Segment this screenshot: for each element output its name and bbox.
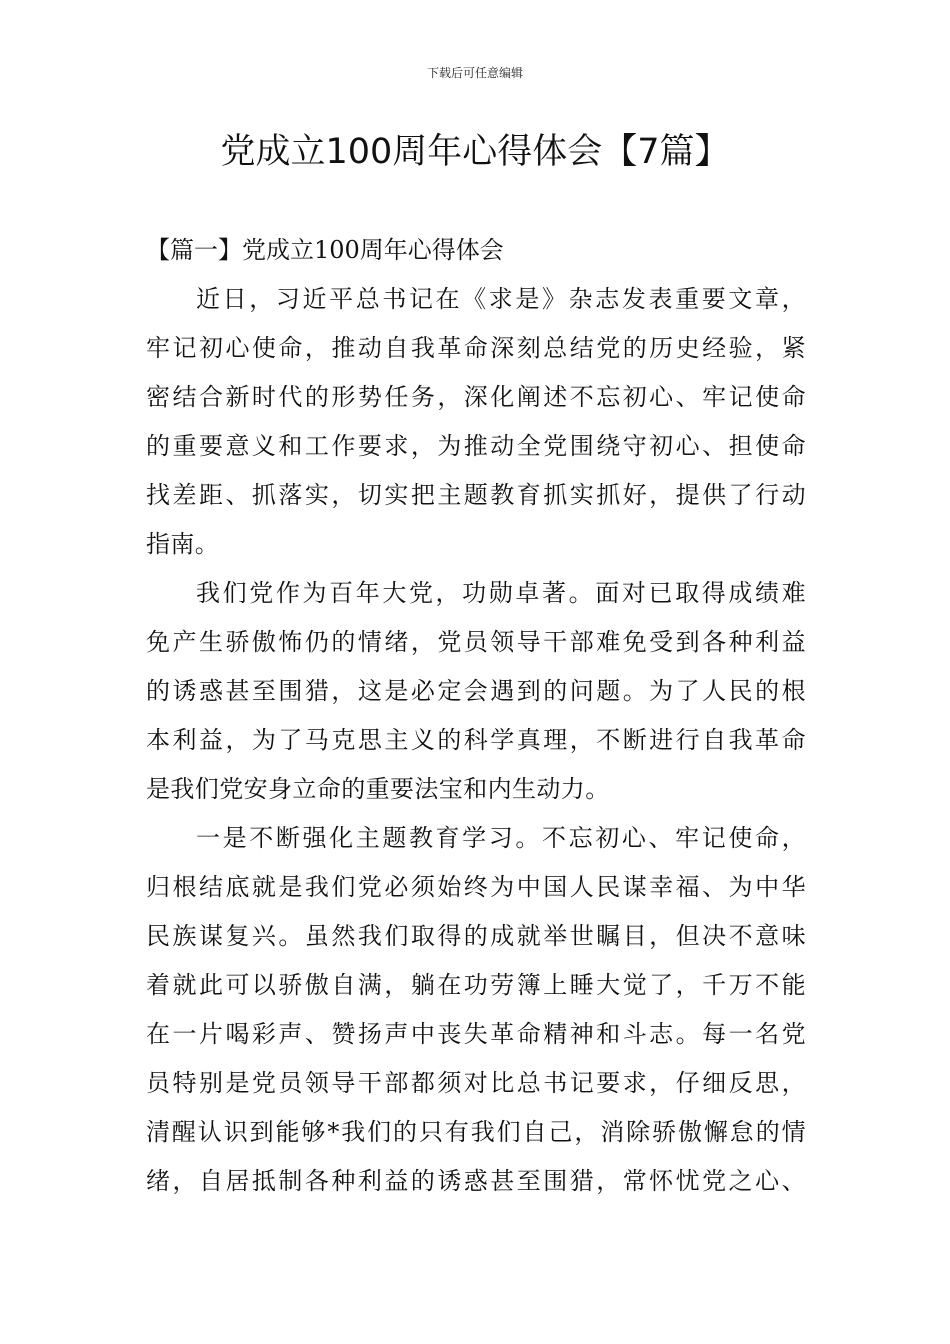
paragraph-line: 民族谋复兴。虽然我们取得的成就举世瞩目，但决不意味 <box>146 922 806 950</box>
paragraph-line: 密结合新时代的形势任务，深化阐述不忘初心、牢记使命 <box>146 383 806 411</box>
paragraph-line: 着就此可以骄傲自满，躺在功劳簿上睡大觉了，千万不能 <box>146 971 806 999</box>
header-note: 下载后可任意编辑 <box>426 66 523 80</box>
paragraph-line: 一是不断强化主题教育学习。不忘初心、牢记使命， <box>196 824 806 852</box>
paragraph-line: 员特别是党员领导干部都须对比总书记要求，仔细反思， <box>146 1069 806 1097</box>
paragraph-line: 本利益，为了马克思主义的科学真理，不断进行自我革命 <box>146 726 806 754</box>
paragraph-line: 归根结底就是我们党必须始终为中国人民谋幸福、为中华 <box>146 873 806 901</box>
paragraph-line: 的重要意义和工作要求，为推动全党围绕守初心、担使命 <box>146 432 806 460</box>
paragraph-1 <box>146 275 806 569</box>
document-title: 党成立100周年心得体会【7篇】 <box>220 132 730 172</box>
paragraph-line: 我们党作为百年大党，功勋卓著。面对已取得成绩难 <box>196 579 806 607</box>
section-heading: 【篇一】党成立100周年心得体会 <box>146 236 504 264</box>
document-body <box>146 226 806 1206</box>
paragraph-line: 找差距、抓落实，切实把主题教育抓实抓好，提供了行动 <box>146 481 806 509</box>
paragraph-line: 是我们党安身立命的重要法宝和内生动力。 <box>146 775 610 803</box>
paragraph-line: 牢记初心使命，推动自我革命深刻总结党的历史经验，紧 <box>146 334 806 362</box>
paragraph-line: 指南。 <box>146 530 220 558</box>
paragraph-line: 清醒认识到能够*我们的只有我们自己，消除骄傲懈怠的情 <box>146 1118 806 1146</box>
paragraph-line: 绪，自居抵制各种利益的诱惑甚至围猎，常怀忧党之心、 <box>146 1167 806 1195</box>
paragraph-line: 在一片喝彩声、赞扬声中丧失革命精神和斗志。每一名党 <box>146 1020 806 1048</box>
paragraph-line: 近日，习近平总书记在《求是》杂志发表重要文章， <box>196 285 806 313</box>
paragraph-line: 免产生骄傲怖仍的情绪，党员领导干部难免受到各种利益 <box>146 628 806 656</box>
paragraph-3 <box>146 814 806 1206</box>
paragraph-line: 的诱惑甚至围猎，这是必定会遇到的问题。为了人民的根 <box>146 677 806 705</box>
paragraph-2 <box>146 569 806 814</box>
